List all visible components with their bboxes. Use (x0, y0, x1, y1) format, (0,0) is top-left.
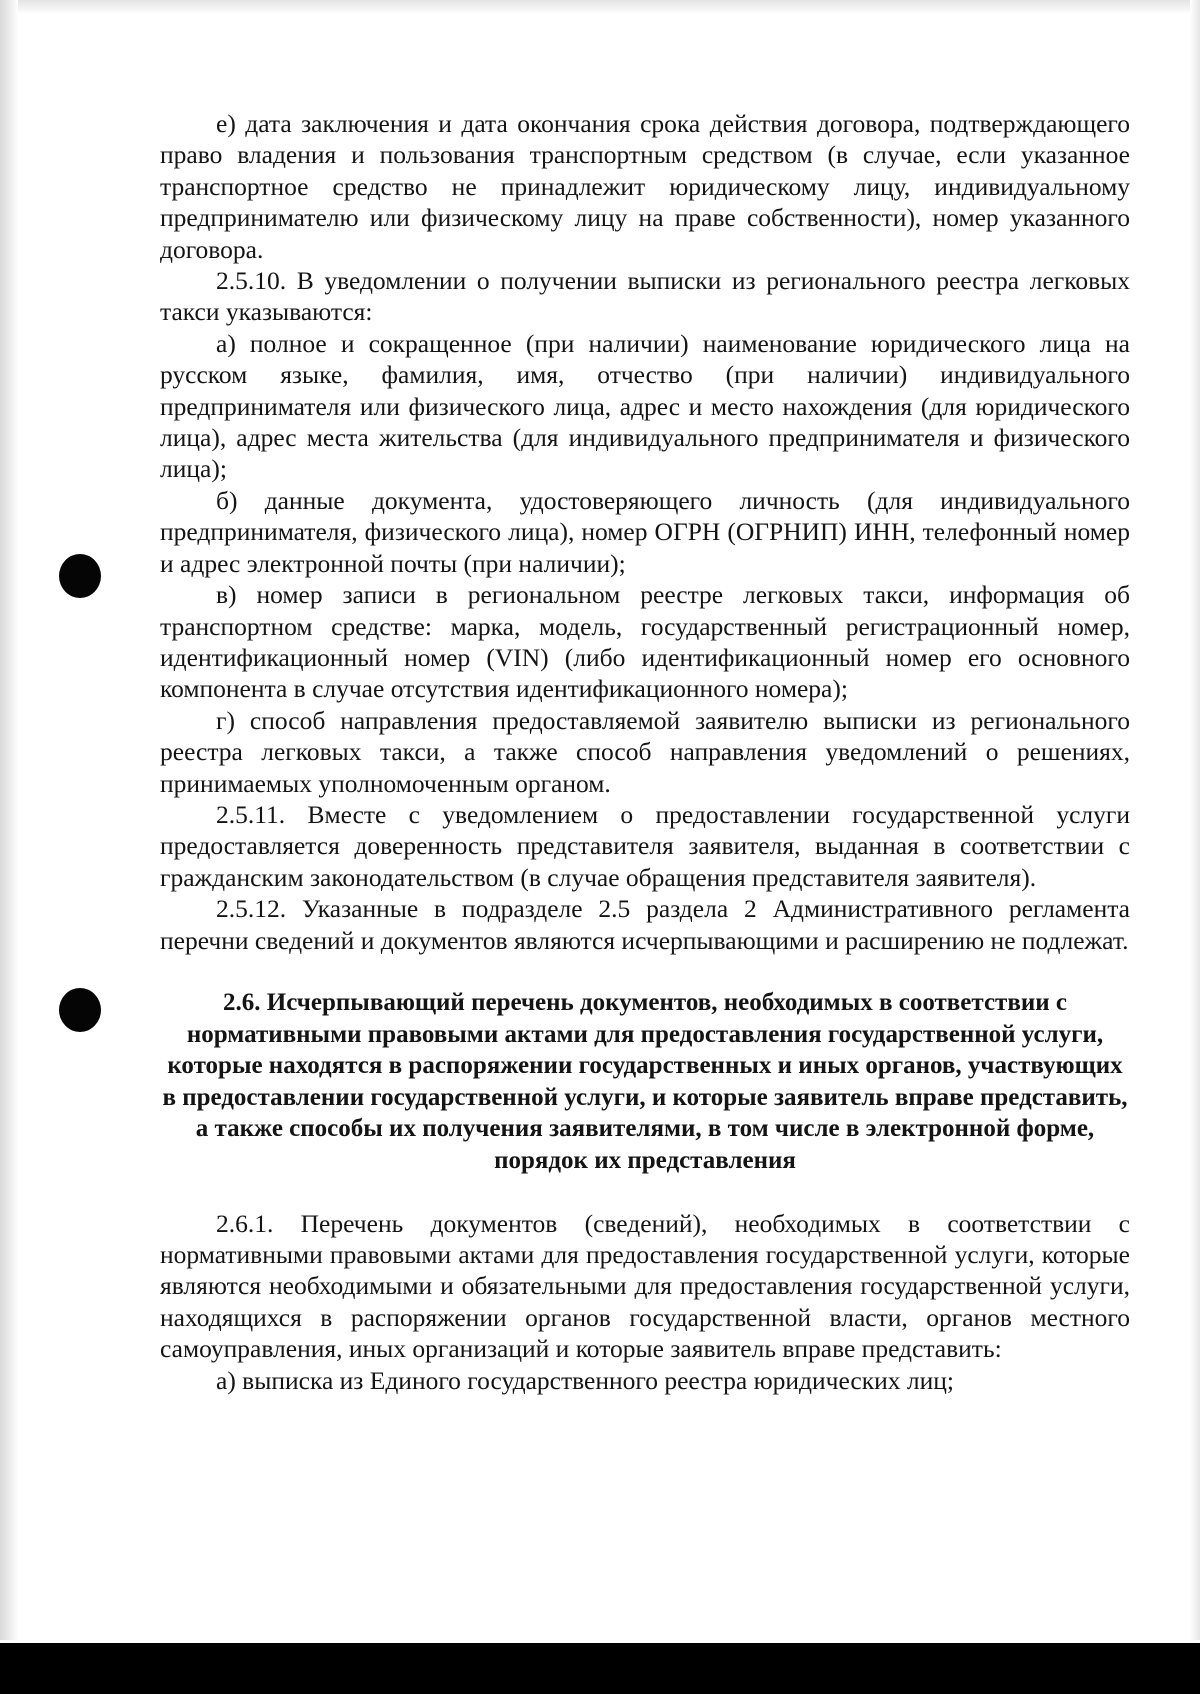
section-heading-2-6: 2.6. Исчерпывающий перечень документов, необходимых в соответствии с нормативными правовыми актами для предоставления государственной услуги, которые находятся в распоряжении государственных и иных органов, участвующих в предоставлении государственной услуги, и которые заявитель вправе представить, а также способы их получения заявителями, в том числе в электронной форме, порядок их представления (162, 988, 1128, 1174)
scan-edge-left (0, 0, 18, 1640)
punch-hole-upper (59, 554, 101, 598)
punch-hole-lower (59, 988, 101, 1032)
scan-edge-top (0, 0, 1200, 14)
paragraph-2-5-10: 2.5.10. В уведомлении о получении выписки из регионального реестра легковых такси указываются: (160, 266, 1130, 327)
scan-bottom-border (0, 1643, 1200, 1694)
paragraph-item-a: а) полное и сокращенное (при наличии) наименование юридического лица на русском языке, фамилия, имя, отчество (при наличии) индивидуального предпринимателя или физического лица, адрес и место нахождения (для юридического лица), адрес места жительства (для индивидуального предпринимателя и физического лица); (160, 328, 1130, 484)
paragraph-item-b: б) данные документа, удостоверяющего личность (для индивидуального предпринимателя, физического лица), номер ОГРН (ОГРНИП) ИНН, телефонный номер и адрес электронной почты (при наличии); (160, 485, 1130, 578)
paragraph-2-5-12: 2.5.12. Указанные в подразделе 2.5 раздела 2 Административного регламента перечни сведений и документов являются исчерпывающими и расширению не подлежат. (160, 894, 1130, 955)
scan-edge-right (1190, 0, 1200, 1640)
paragraph-item-e: е) дата заключения и дата окончания срока действия договора, подтверждающего право владения и пользования транспортным средством (в случае, если указанное транспортное средство не принадлежит юридическому лицу, индивидуальному предпринимателю или физическому лицу на праве собственности), номер указанного договора. (160, 109, 1130, 264)
paragraph-2-5-11: 2.5.11. Вместе с уведомлением о предоставлении государственной услуги предоставляется доверенность представителя заявителя, выданная в соответствии с гражданским законодательством (в случае обращения представителя заявителя). (160, 799, 1130, 892)
paragraph-item-v: в) номер записи в региональном реестре легковых такси, информация об транспортном средстве: марка, модель, государственный регистрационный номер, идентификационный номер (VIN) (либо идентификационный номер его основного компонента в случае отсутствия идентификационного номера); (160, 580, 1130, 704)
paragraph-2-6-1: 2.6.1. Перечень документов (сведений), необходимых в соответствии с нормативными правовыми актами для предоставления государственной услуги, которые являются необходимыми и обязательными для предоставления государственной услуги, находящихся в распоряжении органов государственной власти, органов местного самоуправления, иных организаций и которые заявитель вправе представить: (160, 1208, 1130, 1364)
page-text (160, 108, 1130, 1396)
paragraph-2-6-1-item-a: а) выписка из Единого государственного реестра юридических лиц; (216, 1365, 955, 1395)
paragraph-item-g: г) способ направления предоставляемой заявителю выписки из регионального реестра легковых такси, а также способ направления уведомлений о решениях, принимаемых уполномоченным органом. (160, 705, 1130, 798)
